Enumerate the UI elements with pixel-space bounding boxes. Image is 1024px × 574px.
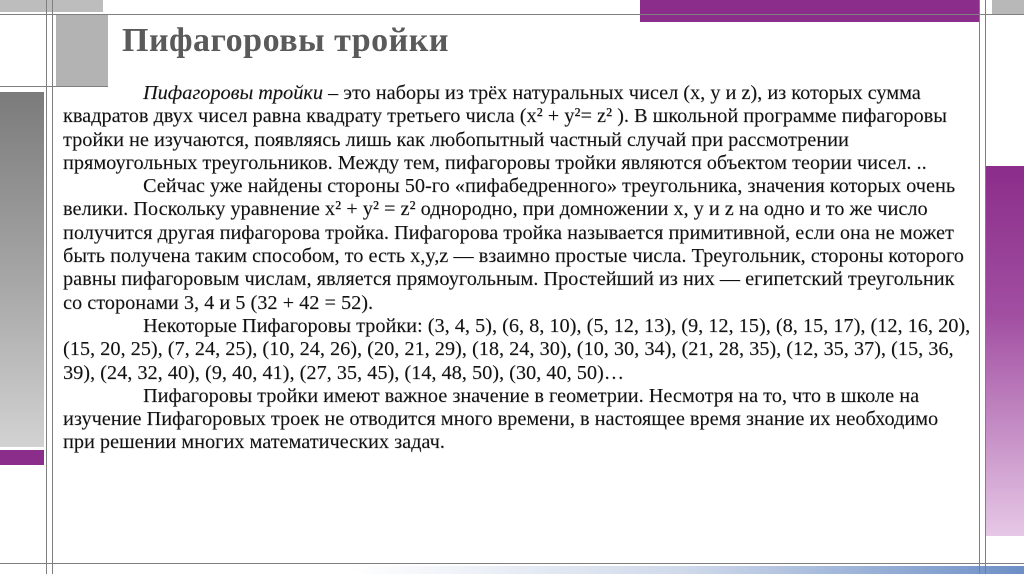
paragraph-importance	[63, 385, 975, 455]
frame-line-left-outer	[46, 0, 47, 574]
frame-line-top	[0, 14, 1024, 15]
term-pythagorean-triples: Пифагоровы тройки	[143, 82, 323, 104]
frame-line-left-inner	[52, 0, 53, 574]
top-far-right-gray-bar	[992, 0, 1024, 14]
corner-gray-square	[56, 14, 108, 86]
paragraph-primitive-triples	[63, 175, 975, 315]
slide-title: Пифагоровы тройки	[122, 22, 449, 59]
paragraph-definition	[63, 82, 975, 175]
paragraph-text: Некоторые Пифагоровы тройки: (3, 4, 5), (6, 8, 10), (5, 12, 13), (9, 12, 15), (8, 15, 17), (12, 16, 20), (15, 20, 25), (7, 24, 25), (10, 24, 26), (20, 21, 29), (18, 24, 30), (10, 30, 34), (21, 28, 35), (12, 35, 37), (15, 36, 39), (24, 32, 40), (9, 40, 41), (27, 35, 45), (14, 48, 50), (30, 40, 50)…	[63, 314, 971, 384]
paragraph-examples	[63, 315, 975, 385]
frame-line-right-inner	[979, 0, 980, 574]
frame-line-right-outer	[985, 0, 986, 574]
left-gradient-panel	[0, 92, 44, 447]
frame-line-bottom	[0, 563, 1024, 564]
bottom-gradient-bar	[350, 566, 1024, 574]
paragraph-text: Пифагоровы тройки имеют важное значение в геометрии. Несмотря на то, что в школе на изучение Пифагоровых троек не отводится много времени, в настоящее время знание их необходимо при решении многих математических задач.	[63, 384, 939, 454]
slide-body	[63, 82, 975, 455]
left-small-purple-block	[0, 450, 44, 465]
paragraph-text: – это наборы из трёх натуральных чисел (x, y и z), из которых сумма квадратов двух чисел равна квадрату третьего числа (x² + y²= z² ). В школьной программе пифагоровы тройки не изучаются, появляясь лишь как любопытный частный случай при рассмотрении прямоугольных треугольников. Между тем, пифагоровы тройки являются объектом теории чисел. ..	[63, 82, 947, 174]
paragraph-text: Сейчас уже найдены стороны 50-го «пифабедренного» треугольника, значения которых очень велики. Поскольку уравнение x² + y² = z² однородно, при домножении x, y и z на одно и то же число получится другая пифагорова тройка. Пифагорова тройка называется примитивной, если она не может быть получена таким способом, то есть x,y,z — взаимно простые числа. Треугольник, стороны которого равны пифагоровым числам, является прямоугольным. Простейший из них — египетский треугольник со сторонами 3, 4 и 5 (32 + 42 = 52).	[63, 175, 964, 314]
right-purple-panel	[986, 166, 1024, 536]
top-right-purple-bar	[640, 0, 980, 22]
